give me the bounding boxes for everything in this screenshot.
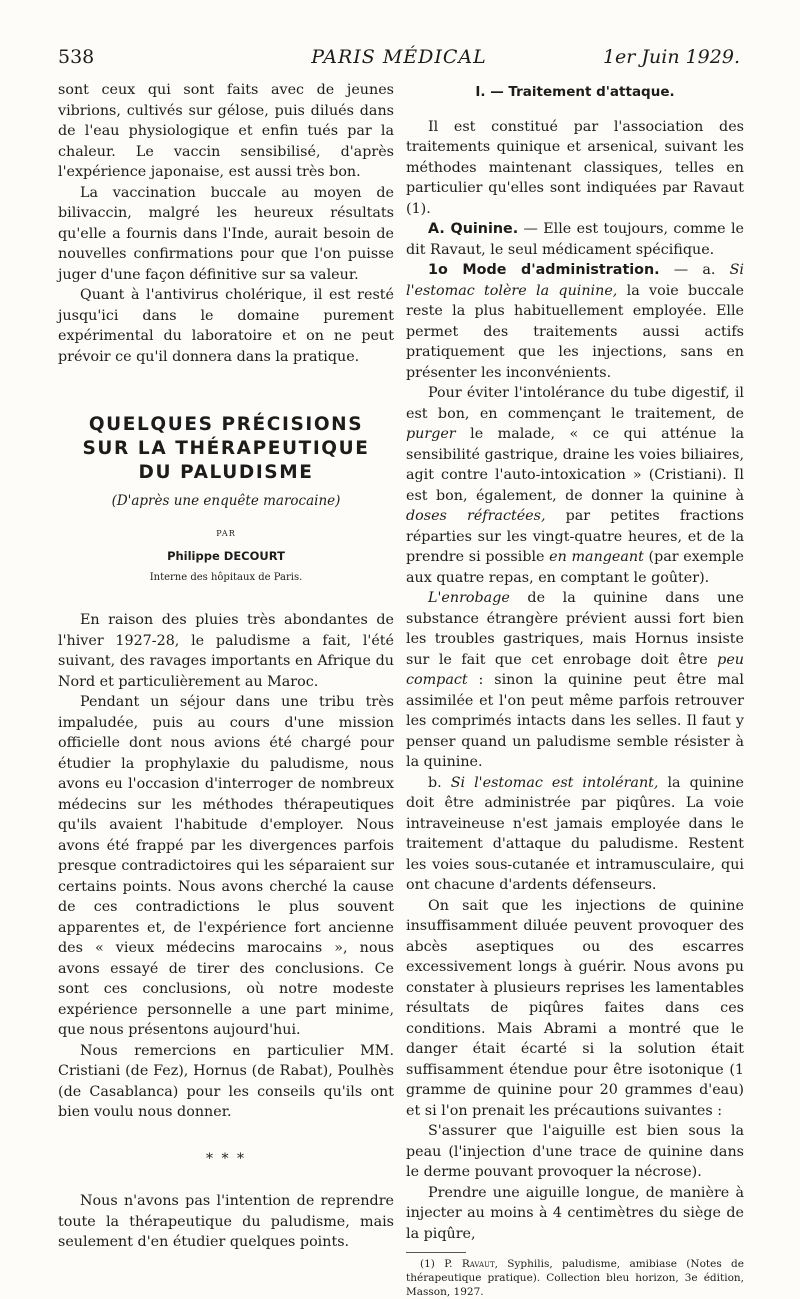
journal-title: PARIS MÉDICAL [311,46,487,68]
section-heading: I. — Traitement d'attaque. [475,84,675,100]
paragraph: Pendant un séjour dans une tribu très impaludée, puis au cours d'une mission officielle dont nous avions été chargé pour étudier la prophylaxie du paludisme, nous avons eu l'occasion d'interroger de nombreux médecins sur les méthodes thérapeutiques qu'ils avaient l'habitude d'employer. Nous avons été frappé par les divergences parfois presque contradictoires qui les séparaient sur certains points. Nous avons cherché la cause de ces contradictions le plus souvent apparentes et, de l'expérience fort ancienne des « vieux médecins marocains », nous avons essayé de tirer des conclusions. Ce sont ces conclusions, où notre modeste expérience personnelle a une part minime, que nous présentons aujourd'hui. [58,694,394,1038]
paragraph: En raison des pluies très abondantes de l'hiver 1927-28, le paludisme a fait, l'été suivant, des ravages importants en Afrique du Nord et particulièrement au Maroc. [58,612,394,690]
byline-par: PAR [216,528,236,538]
issue-date: 1er Juin 1929. [602,46,740,68]
emphasis: Si l'estomac est intolérant, [450,774,659,791]
footnote-author: Ravaut, [461,1258,498,1270]
section-separator: * * * [206,1150,246,1167]
footnote [406,1257,744,1299]
footnote-number: (1) P. [420,1258,462,1270]
paragraph [406,260,744,383]
paragraph: Nous n'avons pas l'intention de reprendre toute la thérapeutique du paludisme, mais seulement d'en étudier quelques points. [58,1193,394,1250]
paragraph-text: de la quinine dans une substance étrangère prévient aussi fort bien les troubles gastriques, mais Hornus insiste sur le fait que cet enrobage doit être [406,590,744,668]
paragraph: Quant à l'antivirus cholérique, il est resté jusqu'ici dans le domaine purement expérimental du laboratoire et on ne peut prévoir ce qu'il donnera dans la pratique. [58,287,394,365]
paragraph-text: la voie buccale reste la plus habituellement employée. Elle permet des traitements aussi actifs pratiquement que les injections, sans en présenter les inconvénients. [406,282,744,381]
emphasis: en mangeant [549,549,644,565]
paragraph: S'assurer que l'aiguille est bien sous la peau (l'injection d'une trace de quinine dans le derme pouvant provoquer la nécrose). [406,1123,744,1180]
article-title-line: SUR LA THÉRAPEUTIQUE [82,438,370,459]
paragraph [406,219,744,260]
article-title-block [58,413,394,588]
paragraph: Nous remercions en particulier MM. Cristiani (de Fez), Hornus (de Rabat), Poulhès (de Casablanca) pour les conseils qu'ils ont bien voulu nous donner. [58,1042,394,1120]
article-title-line: DU PALUDISME [138,462,314,483]
paragraph-text: la quinine doit être administrée par piqûres. La voie intraveineuse n'est jamais employée dans le traitement d'attaque du paludisme. Restent les voies sous-cutanée et intramusculaire, qui ont chacune d'ardents défenseurs. [406,774,744,893]
paragraph-text: b. [428,774,451,791]
paragraph-text: (par exemple aux quatre repas, en comptant le goûter). [406,549,744,586]
emphasis: Si l'estomac tolère la quinine, [406,262,744,299]
emphasis: doses réfractées, [406,508,546,524]
emphasis: peu compact [406,651,744,688]
paragraph-text: le malade, « ce qui atténue la sensibilité gastrique, draine les voies biliaires, agit contre l'auto-intoxication » (Cristiani). Il est bon, également, de donner la quinine à [406,426,744,504]
paragraph-text: — a. [659,262,730,278]
paragraph-text: Pour éviter l'intolérance du tube digestif, il est bon, en commençant le traitement, de [406,385,744,422]
right-column [406,80,744,1299]
page-number: 538 [58,46,95,68]
paragraph [406,383,744,588]
paragraph: La vaccination buccale au moyen de bilivaccin, malgré les heureux résultats qu'elle a fournis dans l'Inde, aurait besoin de nouvelles confirmations pour que l'on puisse juger d'une façon définitive sur sa valeur. [58,184,394,283]
paragraph [406,773,744,896]
paragraph-text: — Elle est toujours, comme le dit Ravaut, le seul médicament spécifique. [406,221,744,258]
paragraph-text: par petites fractions réparties sur les vingt-quatre heures, et de la prendre si possible [406,508,744,565]
emphasis: purger [406,426,456,442]
paragraph: sont ceux qui sont faits avec de jeunes vibrions, cultivés sur gélose, puis dilués dans de l'eau physiologique et enfin tués par la chaleur. Le vaccin sensibilisé, d'après l'expérience japonaise, est aussi très bon. [58,82,394,180]
emphasis: L'enrobage [428,590,510,606]
left-column [58,80,394,1253]
article-subtitle: (D'après une enquête marocaine) [111,493,341,509]
paragraph: Prendre une aiguille longue, de manière à injecter au moins à 4 centimètres du siège de la piqûre, [406,1184,744,1242]
paragraph-text: : sinon la quinine peut être mal assimilée et l'on peut même parfois retrouver les comprimés intacts dans les selles. Il faut y penser quand un paludisme semble résister à la quinine. [406,672,744,770]
paragraph: Il est constitué par l'association des traitements quinique et arsenical, suivant les méthodes maintenant classiques, telles en particulier qu'elles sont indiquées par Ravaut (1). [406,118,744,217]
author-name: Philippe DECOURT [167,549,285,563]
paragraph: On sait que les injections de quinine insuffisamment diluée peuvent provoquer des abcès aseptiques ou des escarres excessivement longs à guérir. Nous avons pu constater à plusieurs reprises les lamentables résultats de piqûres faites dans ces conditions. Mais Abrami a montré que le danger était écarté si la solution était suffisamment étendue pour être isotonique (1 gramme de quinine pour 20 grammes d'eau) et si l'on prenait les précautions suivantes : [406,897,744,1119]
paragraph [406,588,744,773]
subsection-label: 1o Mode d'administration. [428,262,660,278]
footnote-divider [406,1252,466,1253]
subsection-label: A. Quinine. [428,221,519,237]
footnote-text: Syphilis, paludisme, amibiase (Notes de thérapeutique pratique). Collection bleu horizon, 3e édition, Masson, 1927. [406,1258,744,1298]
author-affiliation: Interne des hôpitaux de Paris. [149,571,303,583]
article-title-line: QUELQUES PRÉCISIONS [88,414,364,435]
page-header [58,46,740,76]
